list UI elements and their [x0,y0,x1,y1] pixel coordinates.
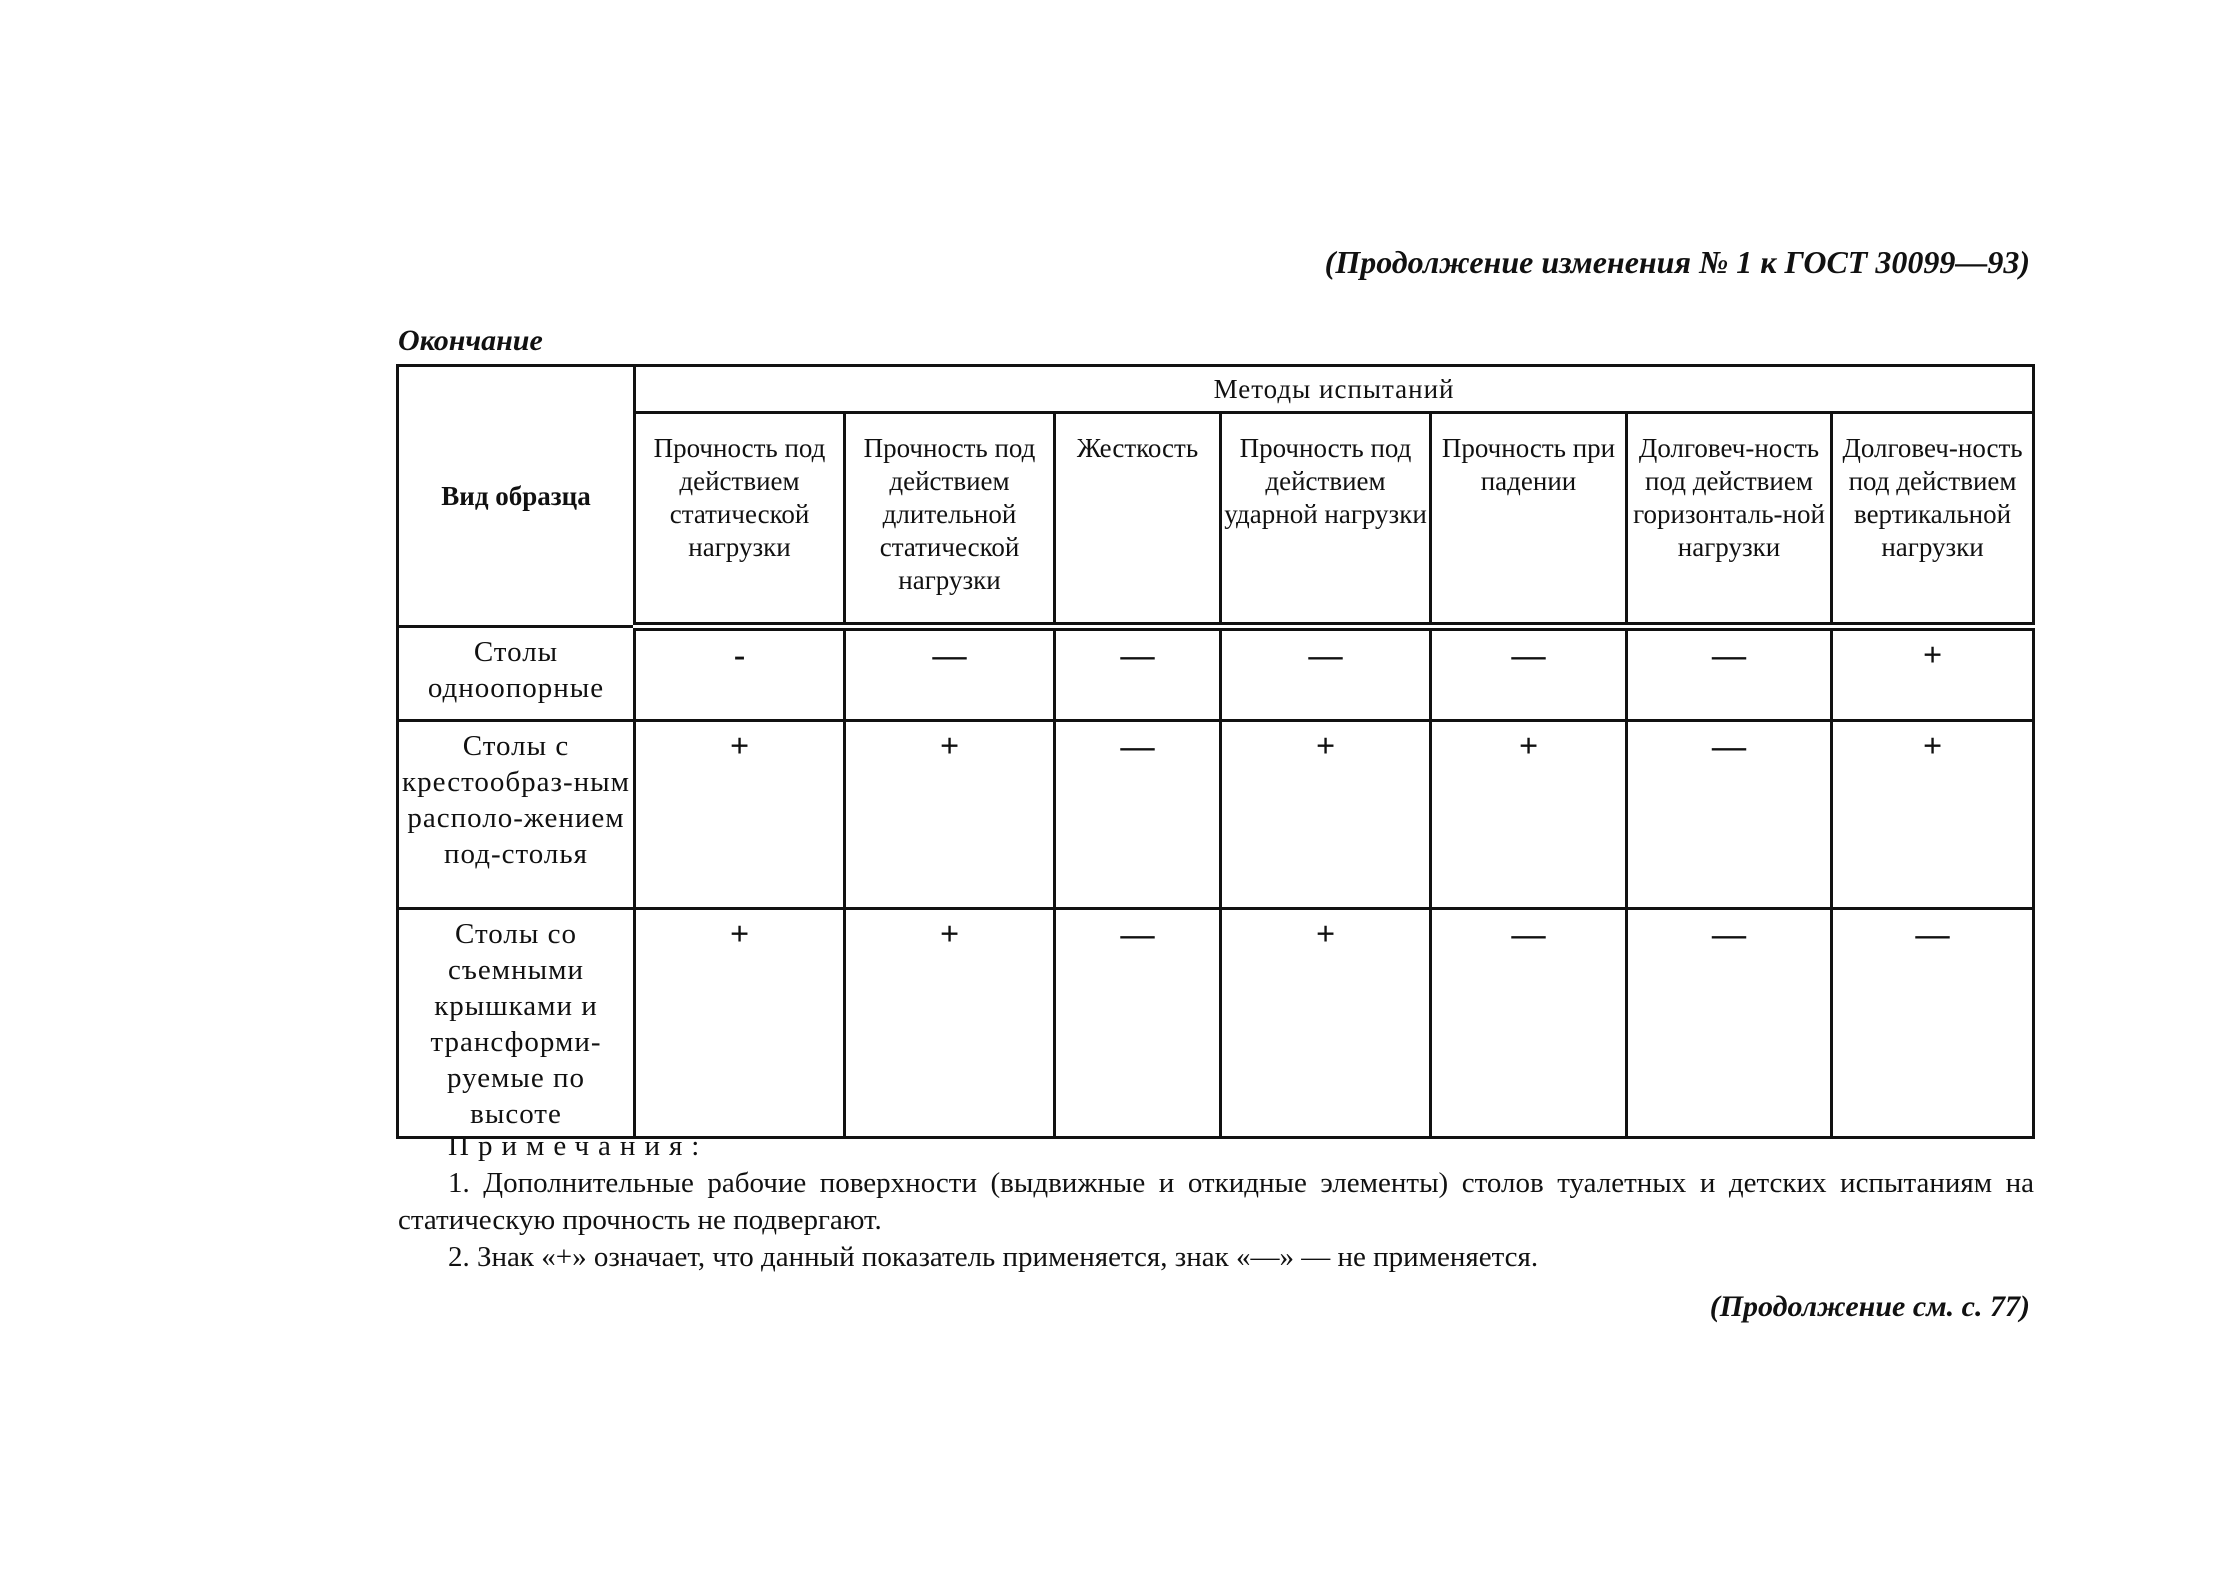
mark-cell: + [1832,627,2034,721]
notes-title: Примечания: [448,1130,709,1162]
column-header: Долговеч-ность под действием вертикальной нагрузки [1832,413,2034,627]
footer-note: (Продолжение см. с. 77) [1709,1290,2030,1323]
mark-cell: — [1627,909,1832,1138]
mark-cell: — [1055,627,1221,721]
mark-cell: — [1055,721,1221,909]
column-header: Жесткость [1055,413,1221,627]
mark-cell: + [1221,721,1431,909]
mark-cell: — [1055,909,1221,1138]
column-header: Прочность под действием длительной статической нагрузки [845,413,1055,627]
row-name-cell: Столы со съемными крышками и трансформи-руемые по высоте [398,909,635,1138]
mark-cell: + [1221,909,1431,1138]
mark-cell: — [1221,627,1431,721]
table-row [398,721,2034,909]
test-methods-table [396,364,2035,1139]
note-item: 1. Дополнительные рабочие поверхности (выдвижные и откидные элементы) столов туалетных и детских испытаниям на статическую прочность не подвергают. [398,1167,2034,1236]
mark-cell: - [635,627,845,721]
mark-cell: — [1832,909,2034,1138]
mark-cell: + [1431,721,1627,909]
row-name-cell: Столы одноопорные [398,627,635,721]
table-row [398,627,2034,721]
table-caption: Окончание [398,324,543,357]
mark-cell: + [1832,721,2034,909]
mark-cell: + [845,721,1055,909]
mark-cell: — [1431,909,1627,1138]
column-header: Прочность при падении [1431,413,1627,627]
mark-cell: + [635,721,845,909]
group-header-cell: Методы испытаний [635,366,2034,413]
mark-cell: + [635,909,845,1138]
mark-cell: — [845,627,1055,721]
row-name-cell: Столы с крестообраз-ным располо-жением под-столья [398,721,635,909]
row-header-cell: Вид образца [398,366,635,627]
header-note: (Продолжение изменения № 1 к ГОСТ 30099—93) [1324,244,2030,280]
mark-cell: — [1627,627,1832,721]
mark-cell: — [1627,721,1832,909]
column-header: Долговеч-ность под действием горизонталь-ной нагрузки [1627,413,1832,627]
table-row [398,909,2034,1138]
mark-cell: — [1431,627,1627,721]
note-item: 2. Знак «+» означает, что данный показатель применяется, знак «—» — не применяется. [448,1241,1539,1273]
mark-cell: + [845,909,1055,1138]
column-header: Прочность под действием ударной нагрузки [1221,413,1431,627]
notes-block [398,1128,2034,1276]
column-header: Прочность под действием статической нагрузки [635,413,845,627]
